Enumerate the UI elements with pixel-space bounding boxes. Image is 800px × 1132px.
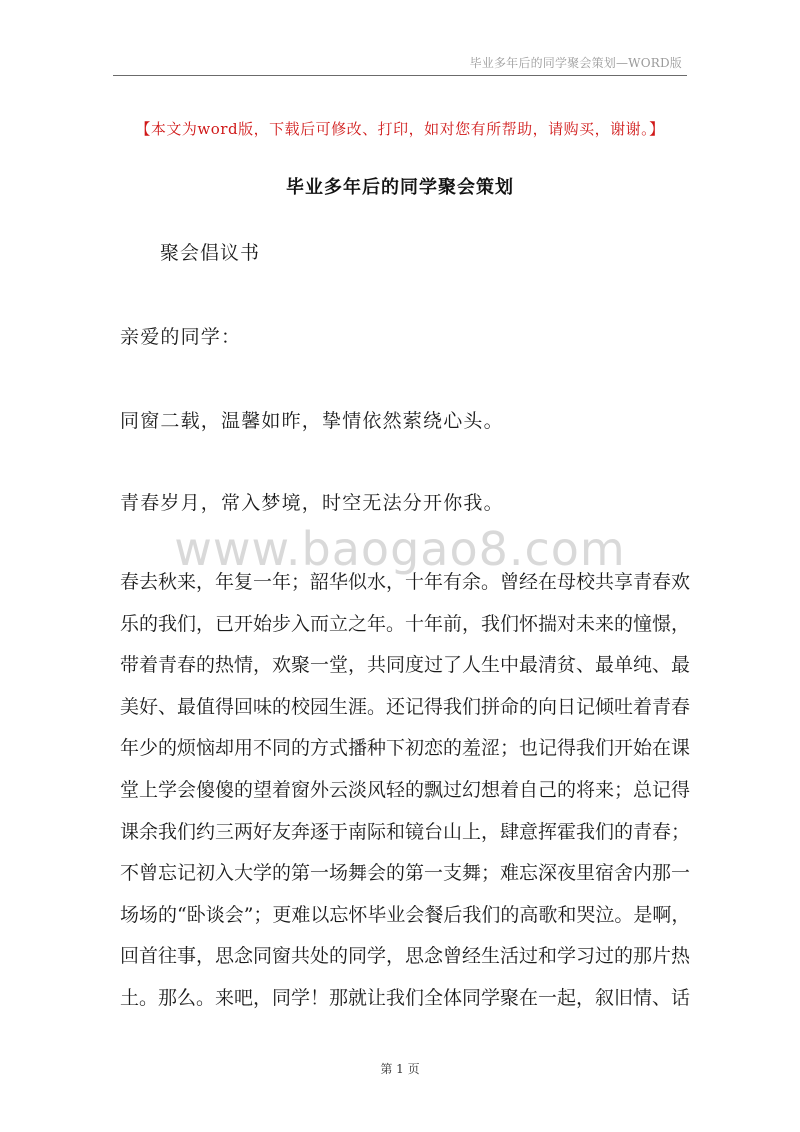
text-line: 不曾忘记初入大学的第一场舞会的第一支舞；难忘深夜里宿舍内那一 bbox=[120, 862, 691, 885]
text-line: 回首往事，思念同窗共处的同学，思念曾经生活过和学习过的那片热 bbox=[120, 945, 691, 968]
text-line: 带着青春的热情，欢聚一堂，共同度过了人生中最清贫、最单纯、最 bbox=[120, 654, 691, 677]
text-line: 乐的我们，已开始步入而立之年。十年前，我们怀揣对未来的憧憬， bbox=[120, 612, 691, 635]
text-line: 堂上学会傻傻的望着窗外云淡风轻的飘过幻想着自己的将来；总记得 bbox=[120, 778, 691, 801]
text-line: 美好、最值得回味的校园生涯。还记得我们拼命的向日记倾吐着青春 bbox=[120, 695, 691, 718]
text-line: 场场的“卧谈会”；更难以忘怀毕业会餐后我们的高歌和哭泣。是啊， bbox=[120, 903, 691, 926]
running-header: 毕业多年后的同学聚会策划—WORD版 bbox=[469, 56, 682, 70]
body-paragraph bbox=[120, 567, 691, 1025]
text-line: 课余我们约三两好友奔逐于南际和镜台山上，肆意挥霍我们的青春； bbox=[120, 820, 691, 843]
salutation: 亲爱的同学： bbox=[120, 326, 242, 348]
document-title: 毕业多年后的同学聚会策划 bbox=[286, 177, 514, 198]
paragraph: 同窗二载，温馨如昨，挚情依然萦绕心头。 bbox=[120, 410, 504, 432]
text-line: 土。那么。来吧，同学！那就让我们全体同学聚在一起，叙旧情、话 bbox=[120, 986, 691, 1009]
text-line: 年少的烦恼却用不同的方式播种下初恋的羞涩；也记得我们开始在课 bbox=[120, 737, 691, 760]
paragraph: 青春岁月，常入梦境，时空无法分开你我。 bbox=[120, 492, 504, 514]
purchase-notice: 【本文为word版，下载后可修改、打印，如对您有所帮助，请购买，谢谢。】 bbox=[135, 120, 665, 138]
text-line: 春去秋来，年复一年；韶华似水，十年有余。曾经在母校共享青春欢 bbox=[120, 571, 691, 593]
page-number: 第 1 页 bbox=[380, 1062, 420, 1076]
watermark: www.baogao8.com bbox=[174, 522, 626, 576]
header-divider bbox=[113, 75, 687, 76]
section-heading: 聚会倡议书 bbox=[160, 242, 261, 264]
